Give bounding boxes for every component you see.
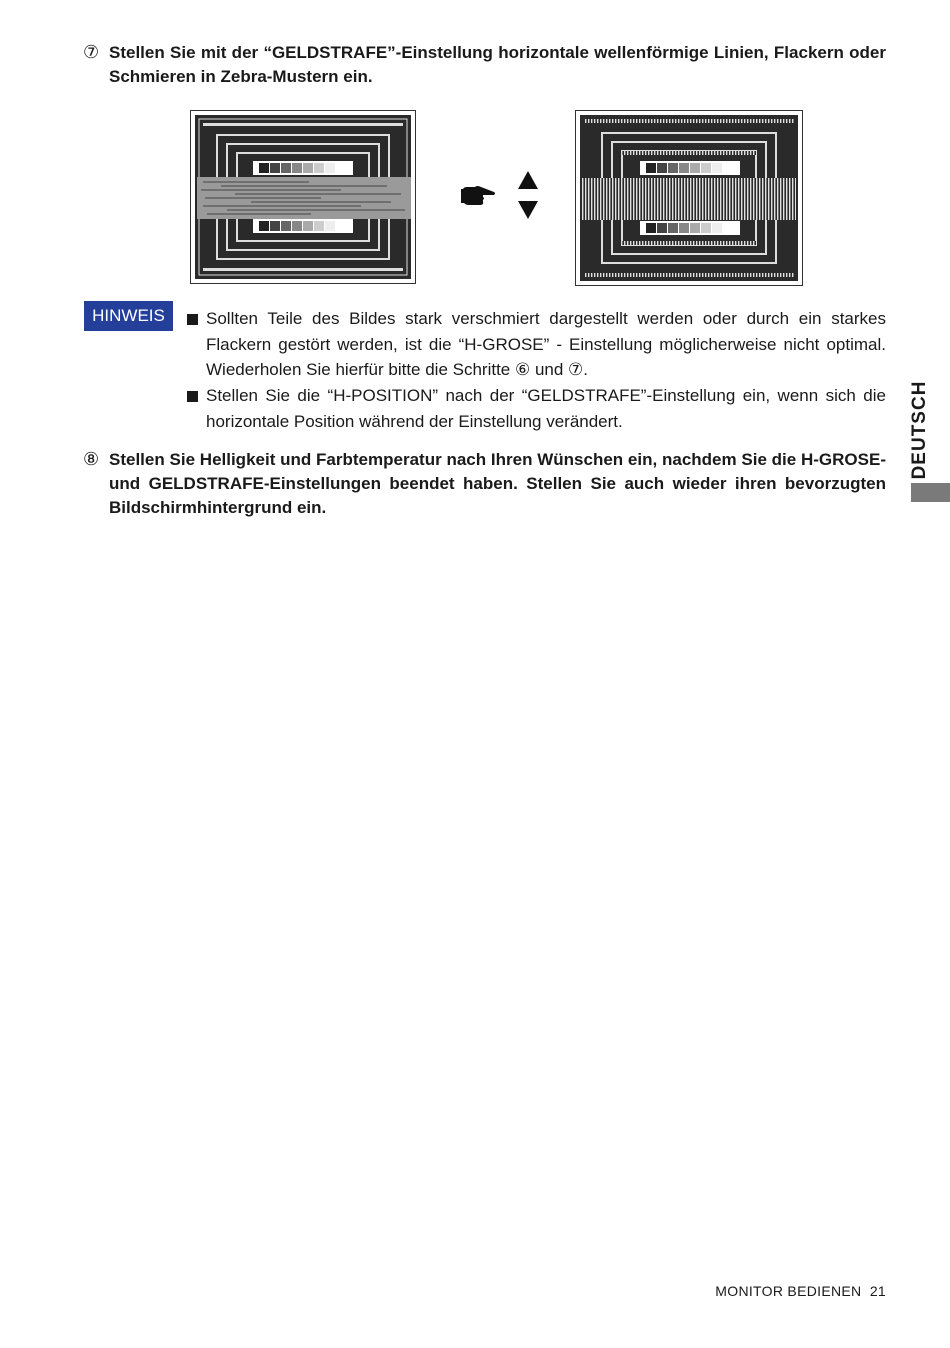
square-bullet-icon <box>187 391 198 402</box>
language-tab <box>905 380 935 480</box>
note-item <box>187 306 886 383</box>
hinweis-badge: HINWEIS <box>84 301 173 331</box>
figure-before-adjustment <box>190 110 416 284</box>
page-number: 21 <box>869 1283 886 1299</box>
step-number: ⑦ <box>83 42 100 63</box>
step-7 <box>83 41 886 89</box>
step-text: Stellen Sie mit der “GELDSTRAFE”-Einstellung horizontale wellenförmige Linien, Flackern oder Schmieren in Zebra-Mustern ein. <box>109 43 886 86</box>
step-text: Stellen Sie Helligkeit und Farbtemperatur nach Ihren Wünschen ein, nachdem Sie die H-GROSE- und GELDSTRAFE-Einstellungen beendet haben. Stellen Sie auch wieder ihren bevorzugten Bildschirmhintergrund ein. <box>109 450 886 517</box>
test-pattern-before <box>191 111 415 283</box>
note-text: Stellen Sie die “H-POSITION” nach der “GELDSTRAFE”-Einstellung ein, wenn sich die horizontale Position während der Einstellung verändert. <box>206 386 886 431</box>
language-tab-label: DEUTSCH <box>909 380 930 480</box>
language-tab-marker <box>911 483 950 502</box>
step-number: ⑧ <box>83 449 100 470</box>
figure-after-adjustment <box>575 110 803 286</box>
note-text: Sollten Teile des Bildes stark verschmiert dargestellt werden oder durch ein starkes Flackern gestört werden, ist die “H-GROSE” - Einstellung möglicherweise nicht optimal. Wiederholen Sie hierfür bitte die Schritte ⑥ und ⑦. <box>206 309 886 379</box>
note-item <box>187 383 886 434</box>
test-pattern-after <box>576 111 802 285</box>
arrow-down-icon <box>517 200 539 220</box>
square-bullet-icon <box>187 314 198 325</box>
footer-section: MONITOR BEDIENEN <box>715 1283 862 1299</box>
arrow-up-icon <box>517 170 539 190</box>
page-footer <box>715 1283 886 1299</box>
step-8 <box>83 448 886 520</box>
pointing-hand-icon <box>461 183 497 209</box>
